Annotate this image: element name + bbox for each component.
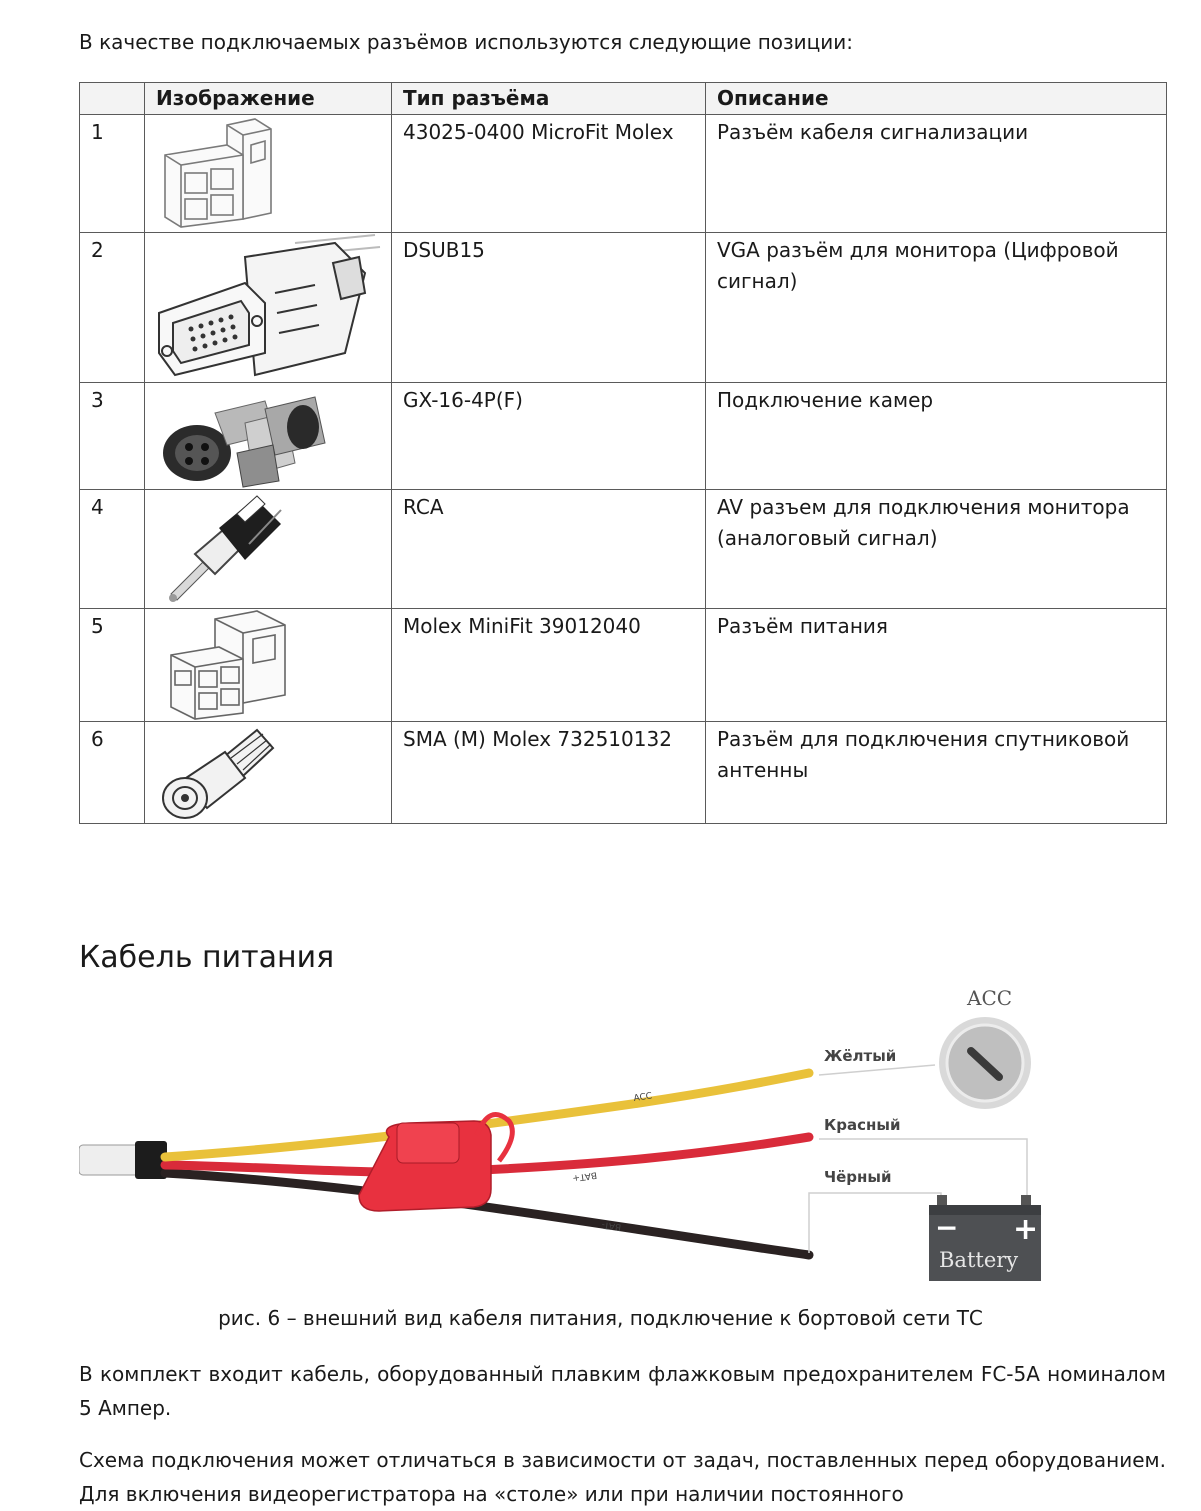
tag-bat-minus: BAT- bbox=[601, 1219, 622, 1232]
row-number: 5 bbox=[80, 609, 145, 722]
connectors-table bbox=[79, 82, 1167, 824]
row-number: 2 bbox=[80, 233, 145, 383]
minifit-connector-icon bbox=[145, 609, 391, 720]
header-type: Тип разъёма bbox=[392, 83, 706, 115]
table-header-row bbox=[80, 83, 1167, 115]
row-number: 6 bbox=[80, 722, 145, 824]
rca-connector-icon bbox=[145, 490, 391, 607]
image-cell bbox=[145, 722, 392, 824]
row-description: Разъём питания bbox=[706, 609, 1167, 722]
section-title: Кабель питания bbox=[79, 940, 335, 975]
tag-bat-plus: BAT+ bbox=[571, 1169, 598, 1183]
dsub15-connector-icon bbox=[145, 233, 391, 381]
row-description: Разъём для подключения спутниковой антенны bbox=[706, 722, 1167, 824]
table-row bbox=[80, 233, 1167, 383]
table-row bbox=[80, 490, 1167, 609]
row-type: GX-16-4P(F) bbox=[392, 383, 706, 490]
table-row bbox=[80, 722, 1167, 824]
row-description: Разъём кабеля сигнализации bbox=[706, 115, 1167, 233]
battery-label: Battery bbox=[939, 1248, 1019, 1272]
row-type: RCA bbox=[392, 490, 706, 609]
image-cell bbox=[145, 490, 392, 609]
figure-background bbox=[79, 985, 1044, 1285]
intro-text: В качестве подключаемых разъёмов используются следующие позиции: bbox=[79, 30, 854, 54]
header-number bbox=[80, 83, 145, 115]
plug-connector bbox=[79, 1145, 141, 1175]
row-number: 1 bbox=[80, 115, 145, 233]
row-description: Подключение камер bbox=[706, 383, 1167, 490]
row-description: AV разъем для подключения монитора (аналоговый сигнал) bbox=[706, 490, 1167, 609]
row-number: 3 bbox=[80, 383, 145, 490]
row-type: 43025-0400 MicroFit Molex bbox=[392, 115, 706, 233]
yellow-wire-label: Жёлтый bbox=[824, 1047, 897, 1065]
row-description: VGA разъём для монитора (Цифровой сигнал) bbox=[706, 233, 1167, 383]
red-wire-label: Красный bbox=[824, 1116, 901, 1134]
table-row bbox=[80, 115, 1167, 233]
row-type: SMA (M) Molex 732510132 bbox=[392, 722, 706, 824]
power-cable-diagram bbox=[79, 985, 1044, 1285]
sma-connector-icon bbox=[145, 722, 391, 822]
image-cell bbox=[145, 609, 392, 722]
header-image: Изображение bbox=[145, 83, 392, 115]
image-cell bbox=[145, 233, 392, 383]
tag-acc: ACC bbox=[633, 1091, 653, 1104]
acc-label: ACC bbox=[967, 986, 1013, 1010]
microfit-connector-icon bbox=[145, 115, 391, 231]
battery-minus-sign: − bbox=[935, 1211, 959, 1244]
table-row bbox=[80, 383, 1167, 490]
figure-caption: рис. 6 – внешний вид кабеля питания, подключение к бортовой сети ТС bbox=[218, 1306, 983, 1330]
header-description: Описание bbox=[706, 83, 1167, 115]
black-wire-label: Чёрный bbox=[824, 1168, 892, 1186]
battery-plus-sign: + bbox=[1013, 1212, 1039, 1247]
gx16-connector-icon bbox=[145, 383, 391, 488]
row-type: Molex MiniFit 39012040 bbox=[392, 609, 706, 722]
fuse-body bbox=[397, 1123, 459, 1163]
paragraph-scheme: Схема подключения может отличаться в зависимости от задач, поставленных перед оборудованием. Для включения видеорегистратора на «столе» или при наличии постоянного bbox=[79, 1448, 1166, 1506]
image-cell bbox=[145, 115, 392, 233]
paragraph-fuse: В комплект входит кабель, оборудованный плавким флажковым предохранителем FC-5A номиналом 5 Ампер. bbox=[79, 1362, 1166, 1420]
image-cell bbox=[145, 383, 392, 490]
row-type: DSUB15 bbox=[392, 233, 706, 383]
table-row bbox=[80, 609, 1167, 722]
row-number: 4 bbox=[80, 490, 145, 609]
